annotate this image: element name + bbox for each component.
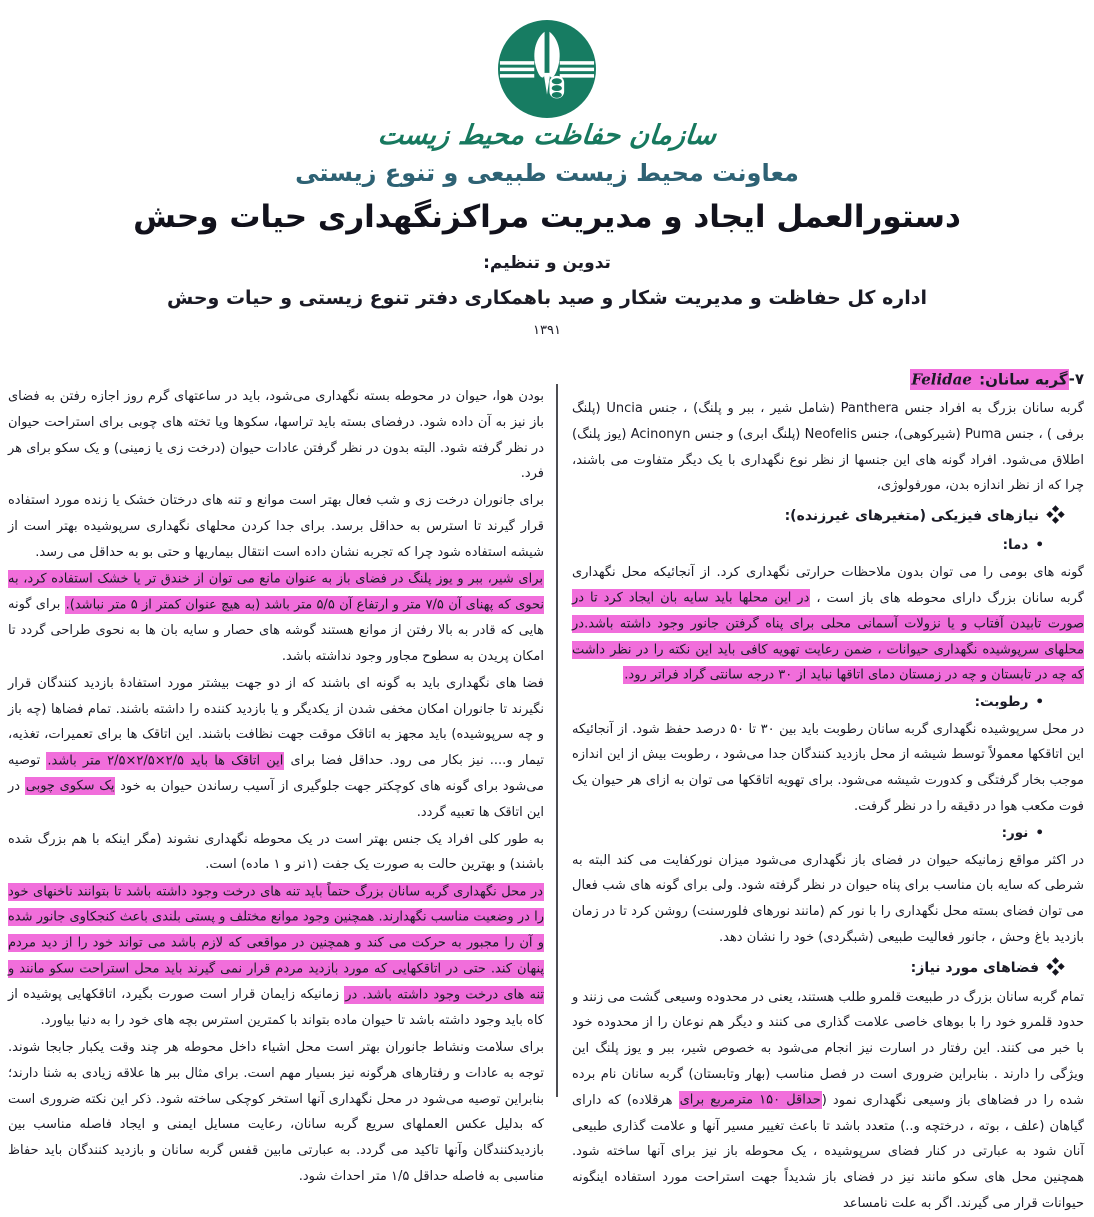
year: ۱۳۹۱ xyxy=(533,323,561,338)
physical-needs-heading: نیازهای فیزیکی (متغیرهای غیرزنده): xyxy=(572,504,1084,530)
section-7-heading: ۷-گربه سانان: Felidae xyxy=(911,370,1084,388)
pairing-paragraph: به طور کلی افراد یک جنس بهتر است در یک محوطه نگهداری نشوند (مگر اینکه با هم بزرگ شده باشند) و بهترین حالت به صورت یک جفت (۱نر و ۱ ماده) است. xyxy=(8,831,544,873)
doe-logo-icon xyxy=(498,20,596,118)
right-column xyxy=(558,362,1094,1211)
enclosure-paragraph: فضا های نگهداری باید به گونه ای باشند که از دو جهت بیشتر مورد استفادهٔ بازدید کنندگان قرار نگیرند تا جانوران امکان مخفی شدن از یکدیگر و یا بازدید کننده را داشته باشند. تمام فضاها (چه باز و چه سرپوشیده) باید مجهز به اتاقک موقت جهت نظافت باشند. این اتاقک ها برای تعمیرات، تغذیه، تیمار و.... نیز بکار می رود. حداقل فضا برای این اتاقک ها باید ۲/۵×۲/۵×۲/۵ متر باشد. توصیه می‌شود برای گونه های کوچکتر جهت جلوگیری از آسیب رساندن حیوان به خود یک سکوی چوبی در این اتاقک ها تعبیه گردد. xyxy=(8,675,545,820)
humidity-bullet: •رطوبت: xyxy=(974,693,1044,710)
diamond-icon xyxy=(1046,957,1064,975)
continuation-paragraph-2: برای جانوران درخت زی و شب فعال بهتر است موانع و تنه های درختان خشک یا زنده مورد استفاده قرار گیرند تا استرس به حداقل برسد. برای جدا کردن محلهای نگهداری سرپوشیده بهتر است از شیشه استفاده شود چرا که تجربه نشان داده است انتقال بیماریها و حتی بو به حداقل می رسد. xyxy=(8,493,544,560)
light-paragraph: در اکثر مواقع زمانیکه حیوان در فضای باز نگهداری می‌شود میزان نورکفایت می کند البته به شرطی که سایه بان مناسب برای پناه حیوان در نظر گرفته شود. ولی برای گونه های شب فعال می توان فضای بسته محل نگهداری را با نور کم (مانند نورهای فلورسنت) روشن کرد تا در زمان بازدید باغ وحش ، جانور فعالیت طبیعی (شبگردی) خود را نشان دهد. xyxy=(572,852,1084,945)
tree-trunks-paragraph: در محل نگهداری گربه سانان بزرگ حتماً باید تنه های درخت وجود داشته باشد تا بتوانند ناخنهای خود را در وضعیت مناسب نگهدارند. همچنین وجود موانع مختلف و پستی بلندی باعث کنجکاوی جانور شده و آن را مجبور به حرکت می کند و همچنین در مواقعی که لازم باشد می تواند خود را از دید مردم پنهان کند. حتی در اتاقکهایی که مورد بازدید مردم قرار نمی گیرند باید محل استراحت سکو مانند و تنه های درخت وجود داشته باشد. در زمانیکه زایمان قرار است صورت بگیرد، اتاقکهایی پوشیده از کاه باید وجود داشته باشد تا حیوان ماده بتواند با کمترین استرس بچه های خود را به دنیا بیاورد. xyxy=(8,884,544,1029)
light-bullet: •نور: xyxy=(1001,824,1044,841)
required-spaces-heading: فضاهای مورد نیاز: xyxy=(572,956,1084,982)
doe-logo xyxy=(0,20,1094,118)
deputy-title: معاونت محیط زیست طبیعی و تنوع زیستی xyxy=(295,159,799,187)
felidae-intro-paragraph: گربه سانان بزرگ به افراد جنس Panthera (شامل شیر ، ببر و پلنگ) ، جنس Uncia (پلنگ برفی ) ، جنس Puma (شیرکوهی)، جنس Neofelis (پلنگ ابری) و جنس Acinonyn (یوز پلنگ) اطلاق می‌شود. افراد گونه های این جنسها از نظر نوع نگهداری با یک دیگر متفاوت می باشند، چرا که از نظر اندازه بدن، مورفولوژی، xyxy=(572,401,1084,494)
safety-paragraph: برای سلامت ونشاط جانوران بهتر است محل اشیاء داخل محوطه هر چند وقت یکبار جابجا شوند. توجه به عادات و رفتارهای هرگونه نیز بسیار مهم است. برای مثال ببر ها علاقه زیادی به شنا دارند؛ بنابراین توصیه می‌شود در محل نگهداری آنها استخر کوچکی ساخته شود. ذکر این نکته ضروری است که بدلیل عکس العملهای سریع گربه سانان، رعایت مسایل ایمنی و ایجاد فاصله مناسب بین بازدیدکنندگان وآنها تاکید می گردد. به عبارتی مابین قفس گربه سانان و بازدید کنندگان باید حفاظ مناسبی به فاصله حداقل ۱/۵ متر احداث شود. xyxy=(8,1039,544,1184)
humidity-paragraph: در محل سرپوشیده نگهداری گربه سانان رطوبت باید بین ۳۰ تا ۵۰ درصد حفظ شود. از آنجائیکه این اتاقکها معمولاً توسط شیشه از محل بازدید کنندگان جدا می‌شود ، رطوبت بیش از این اندازه موجب بخار گرفتگی و کدورت شیشه می‌شود. برای تهویه اتاقکها می توان به ازای هر حیوان یک فوت مکعب هوا در دقیقه را در نظر گرفت. xyxy=(572,721,1084,814)
document-title: دستورالعمل ایجاد و مدیریت مراکزنگهداری حیات وحش xyxy=(133,199,961,235)
bullet-dot-icon: • xyxy=(1035,536,1044,553)
compiled-label: تدوین و تنظیم: xyxy=(483,253,611,273)
bullet-dot-icon: • xyxy=(1035,693,1044,710)
org-name-calligraphy: سازمان حفاظت محیط زیست xyxy=(376,120,718,151)
temperature-paragraph: گونه های بومی را می توان بدون ملاحظات حرارتی نگهداری کرد. از آنجائیکه محل نگهداری گربه سانان بزرگ دارای محوطه های باز است ، در این محلها باید سایه بان ایجاد کرد تا در صورت تابیدن آفتاب و یا نزولات آسمانی محلی برای پناه گرفتن جانور وجود داشته باشد.در محلهای سرپوشیده نگهداری حیوانات ، ضمن رعایت تهویه کافی باید این نکته را در نظر داشت که چه در تابستان و چه در زمستان دمای اتاقها نباید از ۳۰ درجه سانتی گراد فراتر رود. xyxy=(572,564,1084,683)
two-column-body xyxy=(0,362,1094,1211)
diamond-icon xyxy=(1046,505,1064,523)
moat-paragraph: برای شیر، ببر و یوز پلنگ در فضای باز به عنوان مانع می توان از خندق تر یا خشک استفاده کرد، به نحوی که پهنای آن ۷/۵ متر و ارتفاع آن ۵/۵ متر باشد (به هیچ عنوان کمتر از ۵ متر نباشد). برای گونه هایی که قادر به بالا رفتن از موانع هستند گوشه های حصار و سایه بان ها به نحوی طراحی گردد تا امکان پریدن به سطوح مجاور وجود نداشته باشد. xyxy=(8,571,544,664)
column-divider xyxy=(556,384,558,1097)
left-column xyxy=(0,362,556,1184)
bullet-dot-icon: • xyxy=(1035,824,1044,841)
compiled-by: اداره کل حفاظت و مدیریت شکار و صید باهمکاری دفتر تنوع زیستی و حیات وحش xyxy=(166,287,927,309)
document-header xyxy=(0,0,1094,338)
temperature-bullet: •دما: xyxy=(1002,536,1044,553)
required-spaces-paragraph: تمام گربه سانان بزرگ در طبیعت قلمرو طلب هستند، یعنی در محدوده وسیعی گشت می زنند و حدود قلمرو خود را با بوهای خاصی علامت گذاری می کنند و دیگر هم نوعان را از محدوده خود با خبر می کنند. این رفتار در اسارت نیز انجام می‌شود به خصوص شیر، ببر و یوز پلنگ این ویژگی را دارند . بنابراین ضروری است در فصل مناسب (بهار وتابستان) گربه سانان نام برده شده را در فضاهای باز وسیعی نگهداری نمود (حداقل ۱۵۰ مترمربع برای هرقلاده) که دارای گیاهان (علف ، بوته ، درختچه و..) متعدد باشد تا باعث تغییر مسیر آنها و علامت گذاری طبیعی آنان شود به عبارتی در کنار فضای سرپوشیده ، یک محوطه باز نیز برای آنها ساخته شود. همچنین محل های سکو مانند نیز در فضای باز شدیداً جهت استراحت مورد استفاده اینگونه حیوانات قرار می گیرند. اگر به علت نامساعد xyxy=(572,989,1084,1211)
continuation-paragraph-1: بودن هوا، حیوان در محوطه بسته نگهداری می‌شود، باید در ساعتهای گرم روز اجازه رفتن به فضای باز نیز به آن داده شود. درفضای بسته باید تراسها، سکوها ویا تخته های چوبی برای استراحت حیوان در نظر گرفته شود. البته بدون در نظر گرفتن عادات حیوان (درخت زی یا زمینی) و یک سکو برای هر فرد. xyxy=(8,389,544,482)
